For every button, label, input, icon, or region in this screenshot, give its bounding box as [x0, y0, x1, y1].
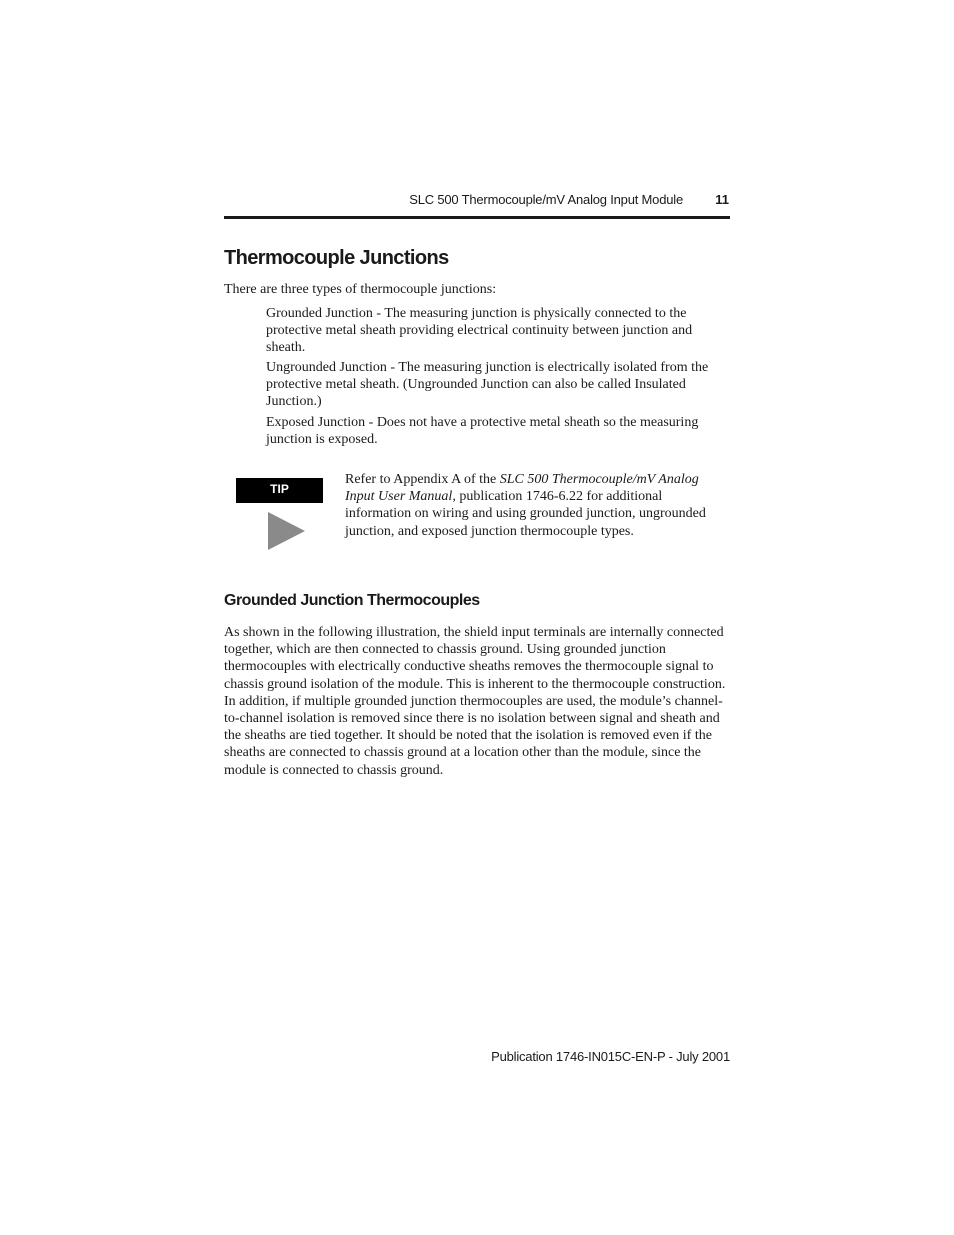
- header-title: SLC 500 Thermocouple/mV Analog Input Module: [409, 192, 683, 207]
- intro-paragraph: There are three types of thermocouple junctions:: [224, 282, 497, 297]
- section-heading-thermocouple-junctions: Thermocouple Junctions: [224, 247, 449, 269]
- junction-type-grounded: Grounded Junction - The measuring junction is physically connected to the protective metal sheath providing electrical continuity between junction and sheath.: [266, 306, 693, 356]
- publication-footer: Publication 1746-IN015C-EN-P - July 2001: [491, 1049, 730, 1064]
- tip-text-before: Refer to Appendix A of the: [345, 472, 500, 487]
- tip-arrow-icon: [268, 512, 305, 550]
- junction-type-ungrounded: Ungrounded Junction - The measuring junction is electrically isolated from the protective metal sheath. (Ungrounded Junction can also be called Insulated Junction.): [266, 360, 709, 410]
- junction-type-exposed: Exposed Junction - Does not have a protective metal sheath so the measuring junction is exposed.: [266, 415, 699, 448]
- tip-text-after: publication 1746-6.22 for additional information on wiring and using grounded junction, ungrounded junction, and exposed junction thermocouple types.: [345, 489, 706, 539]
- page-number: 11: [715, 192, 729, 207]
- tip-text: [345, 471, 731, 540]
- manual-title: SLC 500 Thermocouple/mV Analog Input User Manual,: [345, 472, 699, 505]
- grounded-junction-paragraph: As shown in the following illustration, the shield input terminals are internally connected together, which are then connected to chassis ground. Using grounded junction thermocouples with electrically conductive sheaths removes the thermocouple signal to chassis ground isolation of the module. This is inherent to the thermocouple construction. In addition, if multiple grounded junction thermocouples are used, the module’s channel-to-channel isolation is removed since there is no isolation between signal and sheath and the sheaths are tied together. It should be noted that the isolation is removed even if the sheaths are connected to chassis ground at a location other than the module, since the module is connected to chassis ground.: [224, 625, 726, 778]
- section-heading-grounded-junction-thermocouples: Grounded Junction Thermocouples: [224, 592, 480, 609]
- page-header: [224, 190, 730, 219]
- tip-badge: TIP: [236, 478, 323, 503]
